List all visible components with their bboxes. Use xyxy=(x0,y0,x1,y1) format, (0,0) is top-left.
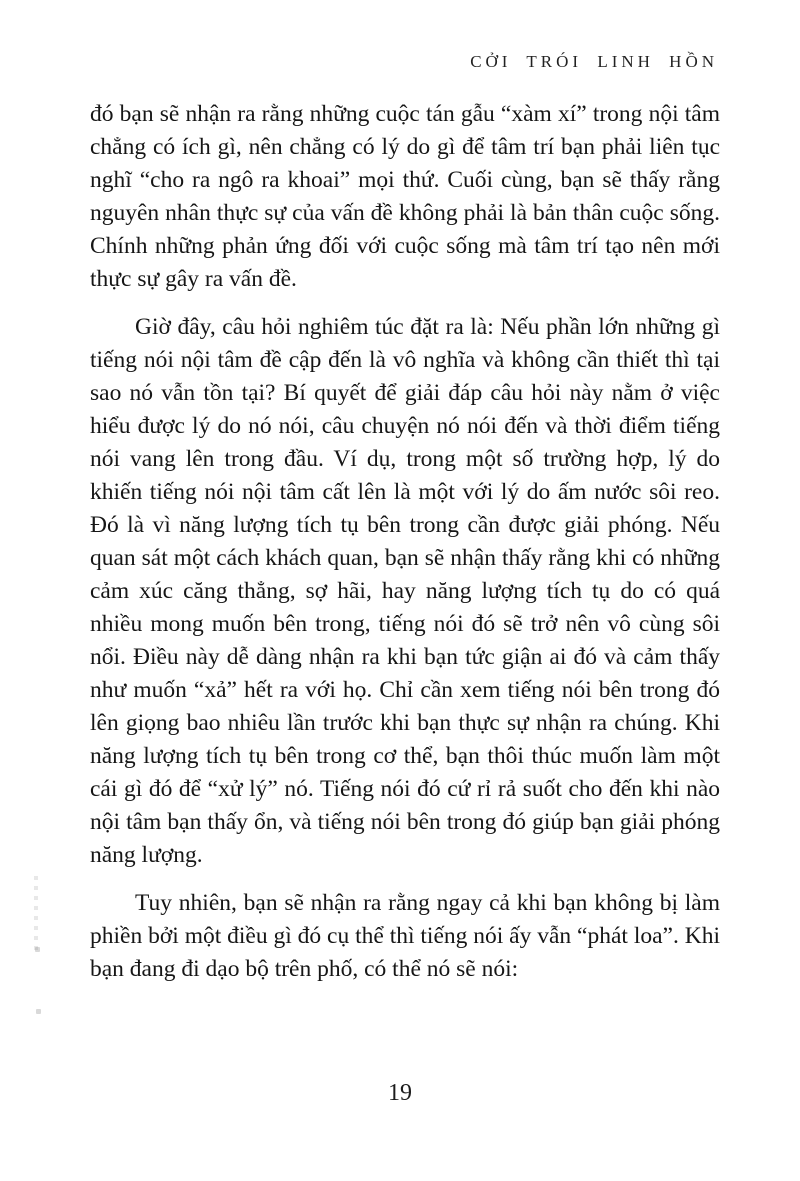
paragraph: đó bạn sẽ nhận ra rằng những cuộc tán gẫu “xàm xí” trong nội tâm chẳng có ích gì, nên chẳng có lý do gì để tâm trí bạn phải liên tục nghĩ “cho ra ngô ra khoai” mọi thứ. Cuối cùng, bạn sẽ thấy rằng nguyên nhân thực sự của vấn đề không phải là bản thân cuộc sống. Chính những phản ứng đối với cuộc sống mà tâm trí tạo nên mới thực sự gây ra vấn đề. xyxy=(90,101,720,292)
paragraph: Giờ đây, câu hỏi nghiêm túc đặt ra là: Nếu phần lớn những gì tiếng nói nội tâm đề cập đến là vô nghĩa và không cần thiết thì tại sao nó vẫn tồn tại? Bí quyết để giải đáp câu hỏi này nằm ở việc hiểu được lý do nó nói, câu chuyện nó nói đến và thời điểm tiếng nói vang lên trong đầu. Ví dụ, trong một số trường hợp, lý do khiến tiếng nói nội tâm cất lên là một với lý do ấm nước sôi reo. Đó là vì năng lượng tích tụ bên trong cần được giải phóng. Nếu quan sát một cách khách quan, bạn sẽ nhận thấy rằng khi có những cảm xúc căng thẳng, sợ hãi, hay năng lượng tích tụ do có quá nhiều mong muốn bên trong, tiếng nói đó sẽ trở nên vô cùng sôi nổi. Điều này dễ dàng nhận ra khi bạn tức giận ai đó và cảm thấy như muốn “xả” hết ra với họ. Chỉ cần xem tiếng nói bên trong đó lên giọng bao nhiêu lần trước khi bạn thực sự nhận ra chúng. Khi năng lượng tích tụ bên trong cơ thể, bạn thôi thúc muốn làm một cái gì đó để “xử lý” nó. Tiếng nói đó cứ rỉ rả suốt cho đến khi nào nội tâm bạn thấy ổn, và tiếng nói bên trong đó giúp bạn giải phóng năng lượng. xyxy=(90,314,720,868)
page-number: 19 xyxy=(388,1080,412,1106)
scan-speck xyxy=(35,947,40,952)
running-header-title: CỞI TRÓI LINH HỒN xyxy=(470,52,718,71)
paragraph: Tuy nhiên, bạn sẽ nhận ra rằng ngay cả khi bạn không bị làm phiền bởi một điều gì đó cụ thể thì tiếng nói ấy vẫn “phát loa”. Khi bạn đang đi dạo bộ trên phố, có thể nó sẽ nói: xyxy=(90,890,720,982)
scan-artifact xyxy=(34,876,38,956)
page-body xyxy=(90,98,720,1001)
scan-speck xyxy=(36,1009,41,1014)
